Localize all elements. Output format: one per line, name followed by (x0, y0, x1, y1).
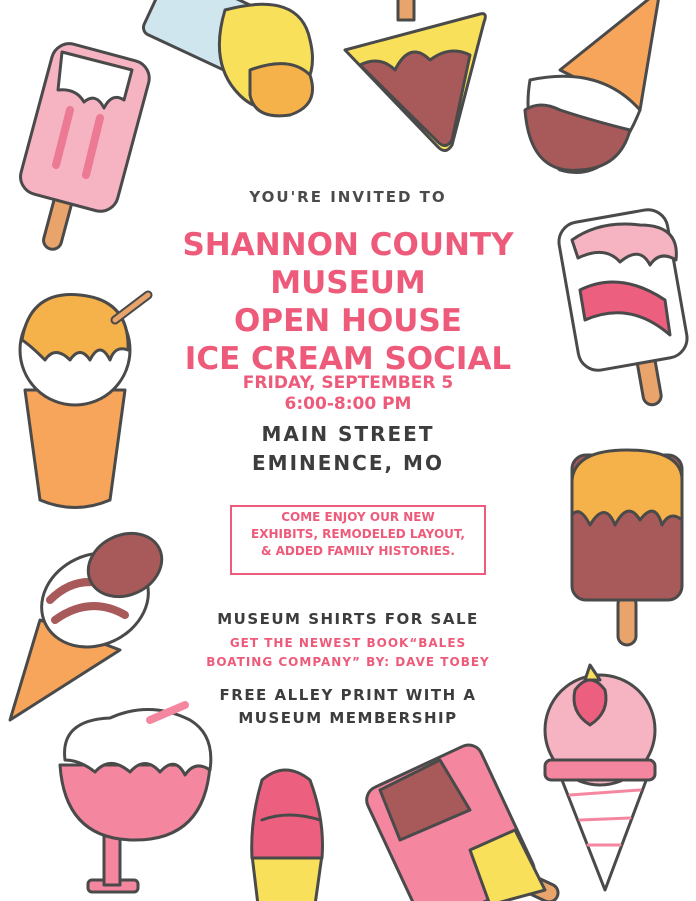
book-line: BOATING COMPANY” BY: DAVE TOBEY (206, 655, 490, 669)
membership-line: MUSEUM MEMBERSHIP (238, 709, 458, 727)
waffle-cone-icon (525, 0, 660, 173)
sundae-icon (60, 705, 211, 892)
event-address (0, 420, 696, 478)
invited-heading: YOU'RE INVITED TO (249, 188, 447, 206)
time-line: 6:00-8:00 PM (284, 394, 412, 414)
event-date (0, 373, 696, 415)
exhibits-callout-box (230, 505, 486, 575)
layered-popsicle-icon (362, 740, 561, 901)
book-line: GET THE NEWEST BOOK“BALES (229, 636, 467, 650)
popsicle-icon (17, 40, 154, 252)
title-line: SHANNON COUNTY (182, 227, 514, 263)
membership-notice (0, 684, 696, 730)
city-line: EMINENCE, MO (252, 451, 444, 475)
title-line: MUSEUM (270, 265, 426, 301)
ice-cream-bar-icon (141, 0, 313, 116)
callout-line: EXHIBITS, REMODELED LAYOUT, (251, 527, 465, 541)
date-line: FRIDAY, SEPTEMBER 5 (242, 373, 454, 393)
callout-line: COME ENJOY OUR NEW (281, 510, 435, 524)
street-line: MAIN STREET (261, 422, 435, 446)
event-title (0, 226, 696, 378)
title-line: ICE CREAM SOCIAL (184, 341, 512, 377)
frozen-yogurt-icon (252, 770, 323, 901)
callout-line: & ADDED FAMILY HISTORIES. (261, 544, 455, 558)
shirts-notice: MUSEUM SHIRTS FOR SALE (217, 610, 479, 628)
pizza-slice-popsicle-icon (345, 0, 485, 151)
membership-line: FREE ALLEY PRINT WITH A (219, 686, 477, 704)
title-line: OPEN HOUSE (234, 303, 462, 339)
book-notice (0, 634, 696, 672)
